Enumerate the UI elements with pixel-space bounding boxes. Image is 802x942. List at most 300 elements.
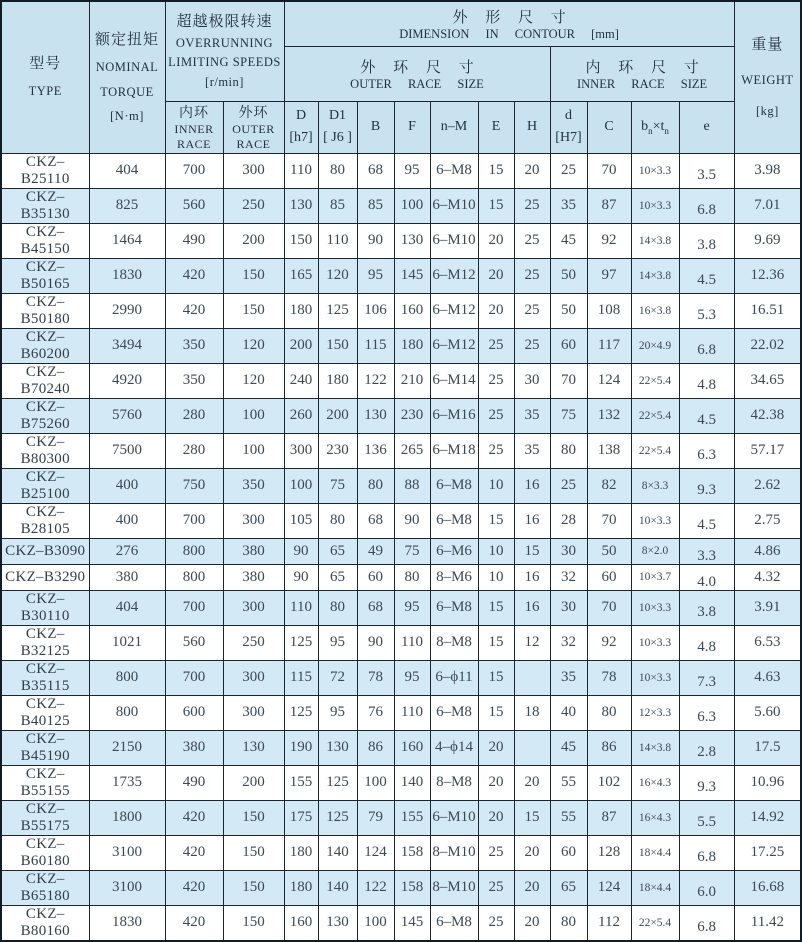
cell-F: 160	[394, 730, 430, 765]
cell-D: 105	[284, 503, 318, 538]
cell-outer-race: 150	[223, 905, 284, 941]
cell-type: CKZ–B35130	[1, 188, 89, 223]
cell-type: CKZ–B30110	[1, 590, 89, 625]
cell-d: 50	[550, 293, 587, 328]
cell-weight: 6.53	[734, 625, 801, 660]
cell-B: 86	[357, 730, 394, 765]
cell-outer-race: 150	[223, 293, 284, 328]
cell-C: 97	[587, 258, 631, 293]
cell-bn-tn: 12×3.3	[631, 695, 679, 730]
cell-F: 110	[394, 625, 430, 660]
cell-nM: 6–M12	[430, 328, 478, 363]
cell-inner-race: 350	[165, 328, 223, 363]
cell-type: CKZ–B32125	[1, 625, 89, 660]
cell-type: CKZ–B75260	[1, 398, 89, 433]
cell-C: 128	[587, 835, 631, 870]
table-row	[1, 188, 801, 223]
cell-D: 200	[284, 328, 318, 363]
cell-B: 60	[357, 564, 394, 590]
cell-C: 70	[587, 590, 631, 625]
cell-D: 260	[284, 398, 318, 433]
cell-weight: 42.38	[734, 398, 801, 433]
cell-B: 78	[357, 660, 394, 695]
cell-e: 9.3	[679, 765, 734, 800]
cell-e: 6.8	[679, 328, 734, 363]
cell-inner-race: 420	[165, 800, 223, 835]
cell-nM: 6–M8	[430, 153, 478, 188]
cell-e: 4.5	[679, 258, 734, 293]
cell-C: 70	[587, 153, 631, 188]
cell-torque: 276	[89, 538, 165, 564]
cell-inner-race: 490	[165, 223, 223, 258]
cell-d: 75	[550, 398, 587, 433]
cell-F: 155	[394, 800, 430, 835]
cell-nM: 6–M8	[430, 468, 478, 503]
cell-D: 125	[284, 625, 318, 660]
cell-torque: 3100	[89, 835, 165, 870]
table-row	[1, 258, 801, 293]
cell-E: 15	[478, 188, 514, 223]
cell-F: 265	[394, 433, 430, 468]
cell-D: 165	[284, 258, 318, 293]
cell-D1: 85	[318, 188, 357, 223]
cell-C: 102	[587, 765, 631, 800]
cell-torque: 800	[89, 695, 165, 730]
cell-torque: 1800	[89, 800, 165, 835]
cell-bn-tn: 14×3.8	[631, 730, 679, 765]
cell-E: 20	[478, 800, 514, 835]
cell-D: 115	[284, 660, 318, 695]
cell-d: 25	[550, 468, 587, 503]
cell-H: 16	[514, 503, 550, 538]
header-type	[1, 1, 89, 153]
cell-bn-tn: 20×4.9	[631, 328, 679, 363]
cell-e: 6.8	[679, 835, 734, 870]
cell-D1: 95	[318, 695, 357, 730]
cell-torque: 5760	[89, 398, 165, 433]
cell-weight: 5.60	[734, 695, 801, 730]
cell-nM: 6–M8	[430, 503, 478, 538]
cell-D1: 65	[318, 538, 357, 564]
cell-E: 10	[478, 468, 514, 503]
cell-E: 15	[478, 503, 514, 538]
cell-F: 145	[394, 905, 430, 941]
cell-D: 180	[284, 835, 318, 870]
cell-F: 95	[394, 153, 430, 188]
header-col-bn-tn: $b_n\times t_n$	[631, 101, 679, 153]
cell-B: 85	[357, 188, 394, 223]
cell-F: 145	[394, 258, 430, 293]
cell-D1: 125	[318, 293, 357, 328]
cell-B: 68	[357, 503, 394, 538]
header-overrunning-speeds: 超越极限转速 OVERRUNNING LIMITING SPEEDS [r/min]	[165, 1, 284, 101]
cell-H: 25	[514, 293, 550, 328]
cell-E: 15	[478, 153, 514, 188]
cell-bn-tn: 22×5.4	[631, 433, 679, 468]
cell-F: 110	[394, 695, 430, 730]
cell-type: CKZ–B55155	[1, 765, 89, 800]
cell-C: 124	[587, 363, 631, 398]
cell-H: 16	[514, 468, 550, 503]
cell-type: CKZ–B55175	[1, 800, 89, 835]
cell-D: 300	[284, 433, 318, 468]
cell-E: 15	[478, 660, 514, 695]
cell-inner-race: 420	[165, 870, 223, 905]
cell-D: 125	[284, 695, 318, 730]
cell-inner-race: 800	[165, 564, 223, 590]
cell-weight: 16.51	[734, 293, 801, 328]
cell-bn-tn: 10×3.3	[631, 625, 679, 660]
cell-bn-tn: 10×3.3	[631, 153, 679, 188]
cell-torque: 3494	[89, 328, 165, 363]
header-col-D1: D1 [ J6 ]	[318, 101, 357, 153]
cell-outer-race: 120	[223, 363, 284, 398]
cell-outer-race: 150	[223, 835, 284, 870]
cell-type: CKZ–B60200	[1, 328, 89, 363]
cell-d: 80	[550, 433, 587, 468]
cell-nM: 6–M14	[430, 363, 478, 398]
cell-E: 20	[478, 293, 514, 328]
header-outer-race-size: 外 环 尺 寸 OUTER RACE SIZE	[284, 46, 550, 101]
table-row	[1, 800, 801, 835]
cell-D1: 80	[318, 153, 357, 188]
header-dimension-contour: 外 形 尺 寸 DIMENSION IN CONTOUR [mm]	[284, 1, 734, 46]
cell-torque: 380	[89, 564, 165, 590]
cell-D: 180	[284, 870, 318, 905]
cell-e: 5.5	[679, 800, 734, 835]
table-row	[1, 468, 801, 503]
cell-bn-tn: 16×4.3	[631, 765, 679, 800]
cell-outer-race: 100	[223, 398, 284, 433]
cell-torque: 825	[89, 188, 165, 223]
header-type-cn: 型号	[29, 55, 62, 72]
cell-E: 10	[478, 564, 514, 590]
cell-outer-race: 200	[223, 223, 284, 258]
cell-bn-tn: 22×5.4	[631, 905, 679, 941]
cell-E: 25	[478, 835, 514, 870]
cell-nM: 6–M10	[430, 223, 478, 258]
cell-D: 90	[284, 564, 318, 590]
cell-D1: 130	[318, 730, 357, 765]
header-outer-race: 外环 OUTER RACE	[223, 101, 284, 153]
cell-outer-race: 300	[223, 503, 284, 538]
cell-e: 9.3	[679, 468, 734, 503]
cell-D1: 65	[318, 564, 357, 590]
cell-E: 25	[478, 433, 514, 468]
cell-nM: 8–M10	[430, 835, 478, 870]
cell-bn-tn: 10×3.3	[631, 590, 679, 625]
cell-D1: 95	[318, 625, 357, 660]
cell-B: 100	[357, 765, 394, 800]
cell-e: 7.3	[679, 660, 734, 695]
cell-bn-tn: 14×3.8	[631, 223, 679, 258]
cell-bn-tn: 16×4.3	[631, 800, 679, 835]
cell-H: 20	[514, 765, 550, 800]
cell-bn-tn: 8×2.0	[631, 538, 679, 564]
cell-weight: 4.63	[734, 660, 801, 695]
cell-type: CKZ–B45190	[1, 730, 89, 765]
cell-C: 82	[587, 468, 631, 503]
cell-H: 25	[514, 258, 550, 293]
cell-torque: 2150	[89, 730, 165, 765]
cell-type: CKZ–B25100	[1, 468, 89, 503]
cell-bn-tn: 22×5.4	[631, 398, 679, 433]
cell-inner-race: 280	[165, 398, 223, 433]
cell-C: 112	[587, 905, 631, 941]
cell-e: 5.3	[679, 293, 734, 328]
cell-D1: 72	[318, 660, 357, 695]
cell-inner-race: 700	[165, 590, 223, 625]
cell-e: 6.3	[679, 695, 734, 730]
header-col-B: B	[357, 101, 394, 153]
cell-D1: 130	[318, 905, 357, 941]
cell-outer-race: 250	[223, 188, 284, 223]
cell-type: CKZ–B65180	[1, 870, 89, 905]
cell-E: 25	[478, 328, 514, 363]
table-row	[1, 870, 801, 905]
cell-F: 95	[394, 590, 430, 625]
cell-H	[514, 660, 550, 695]
cell-type: CKZ–B60180	[1, 835, 89, 870]
cell-weight: 12.36	[734, 258, 801, 293]
cell-weight: 17.25	[734, 835, 801, 870]
cell-type: CKZ–B45150	[1, 223, 89, 258]
cell-torque: 1464	[89, 223, 165, 258]
cell-F: 130	[394, 223, 430, 258]
table-row	[1, 328, 801, 363]
cell-nM: 6–M18	[430, 433, 478, 468]
cell-B: 90	[357, 625, 394, 660]
cell-H: 16	[514, 590, 550, 625]
cell-type: CKZ–B70240	[1, 363, 89, 398]
cell-torque: 3100	[89, 870, 165, 905]
cell-bn-tn: 10×3.3	[631, 660, 679, 695]
cell-C: 132	[587, 398, 631, 433]
header-col-E: E	[478, 101, 514, 153]
cell-B: 80	[357, 468, 394, 503]
cell-D: 110	[284, 153, 318, 188]
cell-inner-race: 800	[165, 538, 223, 564]
cell-torque: 400	[89, 503, 165, 538]
header-col-H: H	[514, 101, 550, 153]
cell-C: 86	[587, 730, 631, 765]
cell-H: 12	[514, 625, 550, 660]
cell-H: 25	[514, 188, 550, 223]
cell-E: 20	[478, 223, 514, 258]
cell-F: 88	[394, 468, 430, 503]
cell-weight: 14.92	[734, 800, 801, 835]
cell-outer-race: 150	[223, 800, 284, 835]
cell-weight: 10.96	[734, 765, 801, 800]
cell-weight: 4.32	[734, 564, 801, 590]
cell-e: 3.8	[679, 590, 734, 625]
cell-weight: 3.91	[734, 590, 801, 625]
cell-d: 30	[550, 538, 587, 564]
cell-type: CKZ–B35115	[1, 660, 89, 695]
cell-E: 20	[478, 765, 514, 800]
cell-type: CKZ–B50165	[1, 258, 89, 293]
cell-E: 15	[478, 590, 514, 625]
cell-torque: 4920	[89, 363, 165, 398]
cell-D: 150	[284, 223, 318, 258]
table-row	[1, 835, 801, 870]
cell-H: 18	[514, 695, 550, 730]
cell-D: 190	[284, 730, 318, 765]
cell-E: 25	[478, 870, 514, 905]
cell-d: 40	[550, 695, 587, 730]
cell-E: 10	[478, 538, 514, 564]
cell-outer-race: 250	[223, 625, 284, 660]
cell-bn-tn: 14×3.8	[631, 258, 679, 293]
cell-d: 55	[550, 765, 587, 800]
cell-nM: 6–M12	[430, 293, 478, 328]
cell-d: 45	[550, 223, 587, 258]
cell-C: 87	[587, 800, 631, 835]
table-row	[1, 564, 801, 590]
cell-torque: 1021	[89, 625, 165, 660]
table-body	[1, 153, 801, 941]
cell-D: 110	[284, 590, 318, 625]
cell-outer-race: 350	[223, 468, 284, 503]
cell-D1: 200	[318, 398, 357, 433]
cell-d: 35	[550, 188, 587, 223]
cell-weight: 17.5	[734, 730, 801, 765]
cell-B: 124	[357, 835, 394, 870]
cell-H: 20	[514, 870, 550, 905]
cell-outer-race: 100	[223, 433, 284, 468]
cell-torque: 400	[89, 468, 165, 503]
cell-F: 80	[394, 564, 430, 590]
cell-D: 180	[284, 293, 318, 328]
cell-weight: 57.17	[734, 433, 801, 468]
cell-B: 136	[357, 433, 394, 468]
cell-E: 20	[478, 730, 514, 765]
cell-outer-race: 300	[223, 590, 284, 625]
cell-F: 210	[394, 363, 430, 398]
cell-F: 95	[394, 660, 430, 695]
cell-inner-race: 490	[165, 765, 223, 800]
cell-outer-race: 200	[223, 765, 284, 800]
cell-outer-race: 380	[223, 538, 284, 564]
cell-B: 68	[357, 590, 394, 625]
table-row	[1, 433, 801, 468]
cell-E: 25	[478, 398, 514, 433]
cell-D1: 80	[318, 590, 357, 625]
cell-d: 45	[550, 730, 587, 765]
cell-weight: 16.68	[734, 870, 801, 905]
cell-d: 60	[550, 835, 587, 870]
cell-nM: 8–M6	[430, 564, 478, 590]
cell-type: CKZ–B25110	[1, 153, 89, 188]
cell-D: 155	[284, 765, 318, 800]
table-row	[1, 293, 801, 328]
cell-nM: 6–M8	[430, 590, 478, 625]
cell-D1: 120	[318, 258, 357, 293]
cell-torque: 404	[89, 590, 165, 625]
cell-type: CKZ–B40125	[1, 695, 89, 730]
cell-inner-race: 420	[165, 258, 223, 293]
cell-D1: 75	[318, 468, 357, 503]
cell-d: 32	[550, 625, 587, 660]
cell-nM: 6–M10	[430, 188, 478, 223]
header-weight: 重量 WEIGHT [kg]	[734, 1, 801, 153]
cell-bn-tn: 10×3.3	[631, 503, 679, 538]
table-row	[1, 695, 801, 730]
cell-bn-tn: 10×3.3	[631, 188, 679, 223]
cell-bn-tn: 18×4.4	[631, 835, 679, 870]
cell-inner-race: 420	[165, 293, 223, 328]
cell-B: 90	[357, 223, 394, 258]
cell-C: 70	[587, 503, 631, 538]
cell-C: 117	[587, 328, 631, 363]
cell-weight: 2.62	[734, 468, 801, 503]
cell-type: CKZ–B80160	[1, 905, 89, 941]
cell-H: 16	[514, 564, 550, 590]
cell-C: 50	[587, 538, 631, 564]
cell-torque: 404	[89, 153, 165, 188]
cell-inner-race: 420	[165, 835, 223, 870]
cell-outer-race: 300	[223, 695, 284, 730]
cell-d: 30	[550, 590, 587, 625]
cell-torque: 1735	[89, 765, 165, 800]
cell-nM: 6–ϕ11	[430, 660, 478, 695]
cell-nM: 6–M8	[430, 695, 478, 730]
cell-C: 87	[587, 188, 631, 223]
cell-e: 4.5	[679, 398, 734, 433]
table-row	[1, 538, 801, 564]
header-col-D: D [h7]	[284, 101, 318, 153]
cell-nM: 8–M8	[430, 765, 478, 800]
cell-e: 3.5	[679, 153, 734, 188]
cell-d: 80	[550, 905, 587, 941]
cell-E: 20	[478, 258, 514, 293]
cell-B: 106	[357, 293, 394, 328]
cell-B: 122	[357, 870, 394, 905]
table-row	[1, 625, 801, 660]
cell-F: 90	[394, 503, 430, 538]
cell-nM: 6–M6	[430, 538, 478, 564]
cell-D1: 80	[318, 503, 357, 538]
cell-inner-race: 700	[165, 660, 223, 695]
cell-outer-race: 300	[223, 660, 284, 695]
cell-D: 90	[284, 538, 318, 564]
cell-F: 158	[394, 835, 430, 870]
header-inner-race: 内环 INNER RACE	[165, 101, 223, 153]
cell-D1: 140	[318, 835, 357, 870]
table-row	[1, 905, 801, 941]
cell-nM: 4–ϕ14	[430, 730, 478, 765]
cell-weight: 7.01	[734, 188, 801, 223]
cell-weight: 4.86	[734, 538, 801, 564]
cell-bn-tn: 18×4.4	[631, 870, 679, 905]
cell-inner-race: 560	[165, 188, 223, 223]
cell-E: 25	[478, 905, 514, 941]
cell-H: 20	[514, 835, 550, 870]
cell-H: 20	[514, 153, 550, 188]
header-col-C: C	[587, 101, 631, 153]
cell-D: 160	[284, 905, 318, 941]
cell-inner-race: 700	[165, 503, 223, 538]
cell-torque: 1830	[89, 905, 165, 941]
cell-inner-race: 600	[165, 695, 223, 730]
cell-inner-race: 280	[165, 433, 223, 468]
cell-d: 70	[550, 363, 587, 398]
cell-outer-race: 380	[223, 564, 284, 590]
cell-outer-race: 150	[223, 870, 284, 905]
cell-B: 49	[357, 538, 394, 564]
header-type-en: TYPE	[28, 84, 62, 99]
table-row	[1, 730, 801, 765]
